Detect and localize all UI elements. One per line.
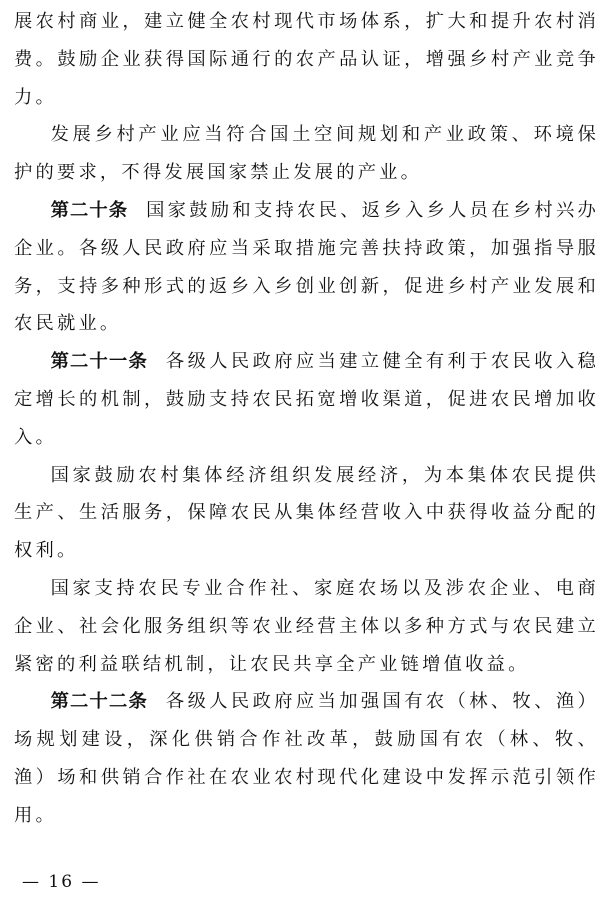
article-22-paragraph (14, 683, 599, 834)
paragraph-text: 国家鼓励农村集体经济组织发展经济，为本集体农民提供生产、生活服务，保障农民从集体经营收入中获得收益分配的权利。 (14, 464, 599, 562)
article-number: 第二十条 (50, 199, 129, 221)
article-number: 第二十二条 (50, 691, 148, 713)
paragraph (14, 116, 599, 192)
paragraph-text: 各级人民政府应当建立健全有利于农民收入稳定增长的机制，鼓励支持农民拓宽增收渠道，促进农民增加收入。 (14, 351, 600, 448)
article-21-paragraph (14, 343, 599, 456)
document-body (14, 3, 599, 835)
paragraph-text: 国家鼓励和支持农民、返乡入乡人员在乡村兴办企业。各级人民政府应当采取措施完善扶持政策，加强指导服务，支持多种形式的返乡入乡创业创新，促进乡村产业发展和农民就业。 (14, 199, 600, 335)
paragraph-text: 国家支持农民专业合作社、家庭农场以及涉农企业、电商企业、社会化服务组织等农业经营主体以多种方式与农民建立紧密的利益联结机制，让农民共享全产业链增值收益。 (14, 577, 599, 675)
paragraph (14, 457, 599, 570)
paragraph-text: 各级人民政府应当加强国有农（林、牧、渔）场规划建设，深化供销合作社改革，鼓励国有农（林、牧、渔）场和供销合作社在农业农村现代化建设中发挥示范引领作用。 (14, 691, 600, 826)
article-20-paragraph (14, 192, 599, 343)
paragraph-continuation (14, 3, 599, 116)
paragraph-text: 发展乡村产业应当符合国土空间规划和产业政策、环境保护的要求，不得发展国家禁止发展的产业。 (14, 124, 599, 184)
paragraph (14, 570, 599, 683)
page-number: — 16 — (22, 872, 101, 892)
article-number: 第二十一条 (50, 351, 148, 373)
paragraph-text: 展农村商业，建立健全农村现代市场体系，扩大和提升农村消费。鼓励企业获得国际通行的农产品认证，增强乡村产业竞争力。 (14, 11, 599, 108)
